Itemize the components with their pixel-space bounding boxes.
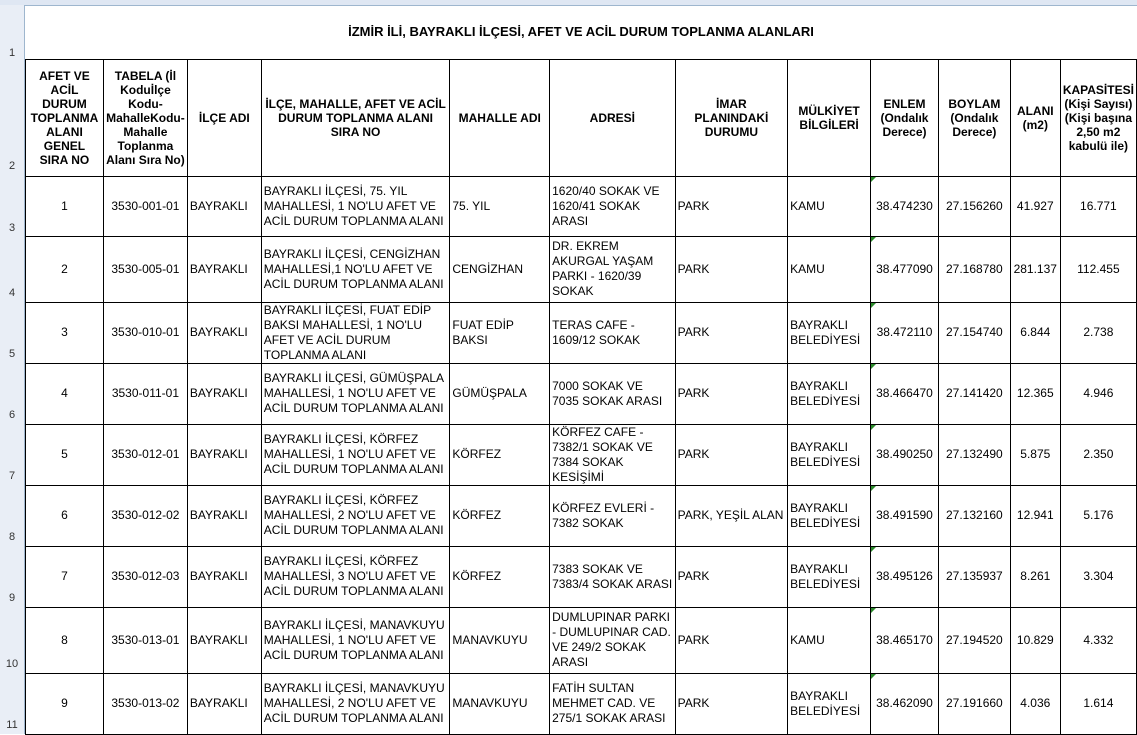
cell-ilce-adi[interactable]: BAYRAKLI bbox=[187, 485, 261, 546]
cell-sira-no[interactable]: 8 bbox=[26, 607, 104, 673]
cell-alani[interactable]: 10.829 bbox=[1010, 607, 1060, 673]
header-enlem[interactable]: ENLEM (Ondalık Derece) bbox=[871, 59, 939, 176]
cell-enlem[interactable]: 38.466470 bbox=[871, 363, 939, 424]
cell-imar-durumu[interactable]: PARK bbox=[675, 546, 788, 607]
cell-ilce-adi[interactable]: BAYRAKLI bbox=[187, 673, 261, 734]
cell-enlem[interactable]: 38.474230 bbox=[871, 176, 939, 236]
cell-alani[interactable]: 281.137 bbox=[1010, 236, 1060, 302]
header-alani[interactable]: ALANI (m2) bbox=[1010, 59, 1060, 176]
cell-mulkiyet[interactable]: BAYRAKLI BELEDİYESİ bbox=[788, 673, 871, 734]
cell-boylam[interactable]: 27.154740 bbox=[938, 302, 1010, 363]
cell-adres[interactable]: DR. EKREM AKURGAL YAŞAM PARKI - 1620/39 SOKAK bbox=[550, 236, 675, 302]
cell-boylam[interactable]: 27.191660 bbox=[938, 673, 1010, 734]
cell-sira-no[interactable]: 4 bbox=[26, 363, 104, 424]
cell-mulkiyet[interactable]: BAYRAKLI BELEDİYESİ bbox=[788, 363, 871, 424]
cell-tabela[interactable]: 3530-001-01 bbox=[103, 176, 187, 236]
cell-enlem[interactable]: 38.477090 bbox=[871, 236, 939, 302]
table-row bbox=[26, 546, 1137, 607]
cell-mahalle-adi[interactable]: MANAVKUYU bbox=[450, 673, 550, 734]
cell-adres[interactable]: 1620/40 SOKAK VE 1620/41 SOKAK ARASI bbox=[550, 176, 675, 236]
cell-enlem[interactable]: 38.490250 bbox=[871, 424, 939, 485]
cell-alan-adi[interactable]: BAYRAKLI İLÇESİ, MANAVKUYU MAHALLESİ, 1 NO'LU AFET VE ACİL DURUM TOPLANMA ALANI bbox=[261, 607, 450, 673]
cell-boylam[interactable]: 27.132490 bbox=[938, 424, 1010, 485]
cell-tabela[interactable]: 3530-013-01 bbox=[103, 607, 187, 673]
table-row bbox=[26, 485, 1137, 546]
cell-imar-durumu[interactable]: PARK bbox=[675, 673, 788, 734]
cell-boylam[interactable]: 27.168780 bbox=[938, 236, 1010, 302]
cell-alani[interactable]: 12.365 bbox=[1010, 363, 1060, 424]
cell-alani[interactable]: 5.875 bbox=[1010, 424, 1060, 485]
header-kapasite[interactable]: KAPASİTESİ (Kişi Sayısı) (Kişi başına 2,50 m2 kabulü ile) bbox=[1060, 59, 1136, 176]
header-imar-durumu[interactable]: İMAR PLANINDAKİ DURUMU bbox=[675, 59, 788, 176]
cell-imar-durumu[interactable]: PARK bbox=[675, 424, 788, 485]
cell-imar-durumu[interactable]: PARK bbox=[675, 363, 788, 424]
cell-mahalle-adi[interactable]: KÖRFEZ bbox=[450, 424, 550, 485]
cell-mulkiyet[interactable]: BAYRAKLI BELEDİYESİ bbox=[788, 485, 871, 546]
cell-alan-adi[interactable]: BAYRAKLI İLÇESİ, GÜMÜŞPALA MAHALLESİ, 1 NO'LU AFET VE ACİL DURUM TOPLANMA ALANI bbox=[261, 363, 450, 424]
cell-alan-adi[interactable]: BAYRAKLI İLÇESİ, 75. YIL MAHALLESİ, 1 NO'LU AFET VE ACİL DURUM TOPLANMA ALANI bbox=[261, 176, 450, 236]
header-ilce-adi[interactable]: İLÇE ADI bbox=[187, 59, 261, 176]
cell-adres[interactable]: KÖRFEZ EVLERİ - 7382 SOKAK bbox=[550, 485, 675, 546]
cell-kapasite[interactable]: 3.304 bbox=[1060, 546, 1136, 607]
sheet-title[interactable]: İZMİR İLİ, BAYRAKLI İLÇESİ, AFET VE ACİL DURUM TOPLANMA ALANLARI bbox=[26, 5, 1137, 59]
row-number[interactable]: 1 bbox=[8, 47, 16, 59]
row-number[interactable]: 7 bbox=[8, 470, 16, 482]
assembly-areas-table bbox=[25, 5, 1137, 735]
cell-alani[interactable]: 8.261 bbox=[1010, 546, 1060, 607]
table-row bbox=[26, 236, 1137, 302]
cell-boylam[interactable]: 27.194520 bbox=[938, 607, 1010, 673]
cell-alan-adi[interactable]: BAYRAKLI İLÇESİ, KÖRFEZ MAHALLESİ, 1 NO'LU AFET VE ACİL DURUM TOPLANMA ALANI bbox=[261, 424, 450, 485]
cell-mahalle-adi[interactable]: GÜMÜŞPALA bbox=[450, 363, 550, 424]
cell-tabela[interactable]: 3530-012-03 bbox=[103, 546, 187, 607]
cell-kapasite[interactable]: 16.771 bbox=[1060, 176, 1136, 236]
cell-kapasite[interactable]: 4.946 bbox=[1060, 363, 1136, 424]
cell-alan-adi[interactable]: BAYRAKLI İLÇESİ, MANAVKUYU MAHALLESİ, 2 NO'LU AFET VE ACİL DURUM TOPLANMA ALANI bbox=[261, 673, 450, 734]
cell-adres[interactable]: DUMLUPINAR PARKI - DUMLUPINAR CAD. VE 249/2 SOKAK ARASI bbox=[550, 607, 675, 673]
row-number[interactable]: 8 bbox=[8, 531, 16, 543]
header-tabela[interactable]: TABELA (İl Koduİlçe Kodu-MahalleKodu-Mahalle Toplanma Alanı Sıra No) bbox=[103, 59, 187, 176]
cell-adres[interactable]: FATİH SULTAN MEHMET CAD. VE 275/1 SOKAK ARASI bbox=[550, 673, 675, 734]
cell-mahalle-adi[interactable]: FUAT EDİP BAKSI bbox=[450, 302, 550, 363]
cell-tabela[interactable]: 3530-013-02 bbox=[103, 673, 187, 734]
row-number[interactable]: 11 bbox=[6, 719, 18, 731]
table-row bbox=[26, 176, 1137, 236]
cell-tabela[interactable]: 3530-011-01 bbox=[103, 363, 187, 424]
table-row bbox=[26, 363, 1137, 424]
cell-imar-durumu[interactable]: PARK bbox=[675, 236, 788, 302]
cell-adres[interactable]: 7383 SOKAK VE 7383/4 SOKAK ARASI bbox=[550, 546, 675, 607]
cell-sira-no[interactable]: 2 bbox=[26, 236, 104, 302]
cell-enlem[interactable]: 38.491590 bbox=[871, 485, 939, 546]
table-row bbox=[26, 424, 1137, 485]
header-mahalle-adi[interactable]: MAHALLE ADI bbox=[450, 59, 550, 176]
header-alan-sira-no[interactable]: İLÇE, MAHALLE, AFET VE ACİL DURUM TOPLANMA ALANI SIRA NO bbox=[261, 59, 450, 176]
cell-kapasite[interactable]: 1.614 bbox=[1060, 673, 1136, 734]
cell-alani[interactable]: 4.036 bbox=[1010, 673, 1060, 734]
cell-sira-no[interactable]: 5 bbox=[26, 424, 104, 485]
cell-enlem[interactable]: 38.495126 bbox=[871, 546, 939, 607]
cell-boylam[interactable]: 27.141420 bbox=[938, 363, 1010, 424]
row-number[interactable]: 2 bbox=[8, 160, 16, 172]
cell-ilce-adi[interactable]: BAYRAKLI bbox=[187, 302, 261, 363]
cell-mulkiyet[interactable]: BAYRAKLI BELEDİYESİ bbox=[788, 302, 871, 363]
row-number[interactable]: 9 bbox=[8, 592, 16, 604]
cell-ilce-adi[interactable]: BAYRAKLI bbox=[187, 607, 261, 673]
cell-kapasite[interactable]: 2.738 bbox=[1060, 302, 1136, 363]
cell-boylam[interactable]: 27.156260 bbox=[938, 176, 1010, 236]
cell-sira-no[interactable]: 7 bbox=[26, 546, 104, 607]
cell-mahalle-adi[interactable]: MANAVKUYU bbox=[450, 607, 550, 673]
cell-enlem[interactable]: 38.462090 bbox=[871, 673, 939, 734]
cell-mulkiyet[interactable]: KAMU bbox=[788, 236, 871, 302]
spreadsheet-grid bbox=[25, 5, 1137, 735]
cell-tabela[interactable]: 3530-010-01 bbox=[103, 302, 187, 363]
cell-kapasite[interactable]: 112.455 bbox=[1060, 236, 1136, 302]
cell-sira-no[interactable]: 3 bbox=[26, 302, 104, 363]
header-genel-sira-no[interactable]: AFET VE ACİL DURUM TOPLANMA ALANI GENEL SIRA NO bbox=[26, 59, 104, 176]
row-number-gutter[interactable] bbox=[0, 5, 25, 734]
cell-imar-durumu[interactable]: PARK bbox=[675, 607, 788, 673]
cell-sira-no[interactable]: 1 bbox=[26, 176, 104, 236]
table-row bbox=[26, 673, 1137, 734]
cell-tabela[interactable]: 3530-005-01 bbox=[103, 236, 187, 302]
cell-imar-durumu[interactable]: PARK, YEŞİL ALAN bbox=[675, 485, 788, 546]
cell-imar-durumu[interactable]: PARK bbox=[675, 176, 788, 236]
cell-kapasite[interactable]: 5.176 bbox=[1060, 485, 1136, 546]
header-boylam[interactable]: BOYLAM (Ondalık Derece) bbox=[938, 59, 1010, 176]
cell-alan-adi[interactable]: BAYRAKLI İLÇESİ, KÖRFEZ MAHALLESİ, 3 NO'LU AFET VE ACİL DURUM TOPLANMA ALANI bbox=[261, 546, 450, 607]
row-number[interactable]: 6 bbox=[8, 409, 16, 421]
cell-kapasite[interactable]: 2.350 bbox=[1060, 424, 1136, 485]
cell-boylam[interactable]: 27.132160 bbox=[938, 485, 1010, 546]
cell-enlem[interactable]: 38.472110 bbox=[871, 302, 939, 363]
table-row bbox=[26, 607, 1137, 673]
cell-adres[interactable]: TERAS CAFE - 1609/12 SOKAK bbox=[550, 302, 675, 363]
cell-alan-adi[interactable]: BAYRAKLI İLÇESİ, FUAT EDİP BAKSI MAHALLESİ, 1 NO'LU AFET VE ACİL DURUM TOPLANMA ALANI bbox=[261, 302, 450, 363]
cell-adres[interactable]: 7000 SOKAK VE 7035 SOKAK ARASI bbox=[550, 363, 675, 424]
row-number[interactable]: 4 bbox=[8, 287, 16, 299]
cell-ilce-adi[interactable]: BAYRAKLI bbox=[187, 236, 261, 302]
cell-sira-no[interactable]: 6 bbox=[26, 485, 104, 546]
cell-ilce-adi[interactable]: BAYRAKLI bbox=[187, 176, 261, 236]
cell-tabela[interactable]: 3530-012-01 bbox=[103, 424, 187, 485]
row-number[interactable]: 10 bbox=[5, 658, 19, 670]
cell-boylam[interactable]: 27.135937 bbox=[938, 546, 1010, 607]
cell-sira-no[interactable]: 9 bbox=[26, 673, 104, 734]
cell-ilce-adi[interactable]: BAYRAKLI bbox=[187, 363, 261, 424]
cell-mahalle-adi[interactable]: KÖRFEZ bbox=[450, 546, 550, 607]
cell-tabela[interactable]: 3530-012-02 bbox=[103, 485, 187, 546]
header-mulkiyet[interactable]: MÜLKİYET BİLGİLERİ bbox=[788, 59, 871, 176]
header-adresi[interactable]: ADRESİ bbox=[550, 59, 675, 176]
cell-ilce-adi[interactable]: BAYRAKLI bbox=[187, 546, 261, 607]
cell-mulkiyet[interactable]: KAMU bbox=[788, 607, 871, 673]
cell-kapasite[interactable]: 4.332 bbox=[1060, 607, 1136, 673]
cell-alani[interactable]: 12.941 bbox=[1010, 485, 1060, 546]
cell-enlem[interactable]: 38.465170 bbox=[871, 607, 939, 673]
cell-alan-adi[interactable]: BAYRAKLI İLÇESİ, KÖRFEZ MAHALLESİ, 2 NO'LU AFET VE ACİL DURUM TOPLANMA ALANI bbox=[261, 485, 450, 546]
cell-alani[interactable]: 41.927 bbox=[1010, 176, 1060, 236]
cell-mulkiyet[interactable]: KAMU bbox=[788, 176, 871, 236]
cell-adres[interactable]: KÖRFEZ CAFE - 7382/1 SOKAK VE 7384 SOKAK KESİŞİMİ bbox=[550, 424, 675, 485]
cell-ilce-adi[interactable]: BAYRAKLI bbox=[187, 424, 261, 485]
cell-alani[interactable]: 6.844 bbox=[1010, 302, 1060, 363]
cell-alan-adi[interactable]: BAYRAKLI İLÇESİ, CENGİZHAN MAHALLESİ,1 NO'LU AFET VE ACİL DURUM TOPLANMA ALANI bbox=[261, 236, 450, 302]
cell-mahalle-adi[interactable]: 75. YIL bbox=[450, 176, 550, 236]
cell-mulkiyet[interactable]: BAYRAKLI BELEDİYESİ bbox=[788, 424, 871, 485]
row-number[interactable]: 5 bbox=[8, 348, 16, 360]
header-row bbox=[26, 59, 1137, 176]
cell-imar-durumu[interactable]: PARK bbox=[675, 302, 788, 363]
table-row bbox=[26, 302, 1137, 363]
cell-mahalle-adi[interactable]: CENGİZHAN bbox=[450, 236, 550, 302]
row-number[interactable]: 3 bbox=[8, 222, 16, 234]
cell-mulkiyet[interactable]: BAYRAKLI BELEDİYESİ bbox=[788, 546, 871, 607]
cell-mahalle-adi[interactable]: KÖRFEZ bbox=[450, 485, 550, 546]
